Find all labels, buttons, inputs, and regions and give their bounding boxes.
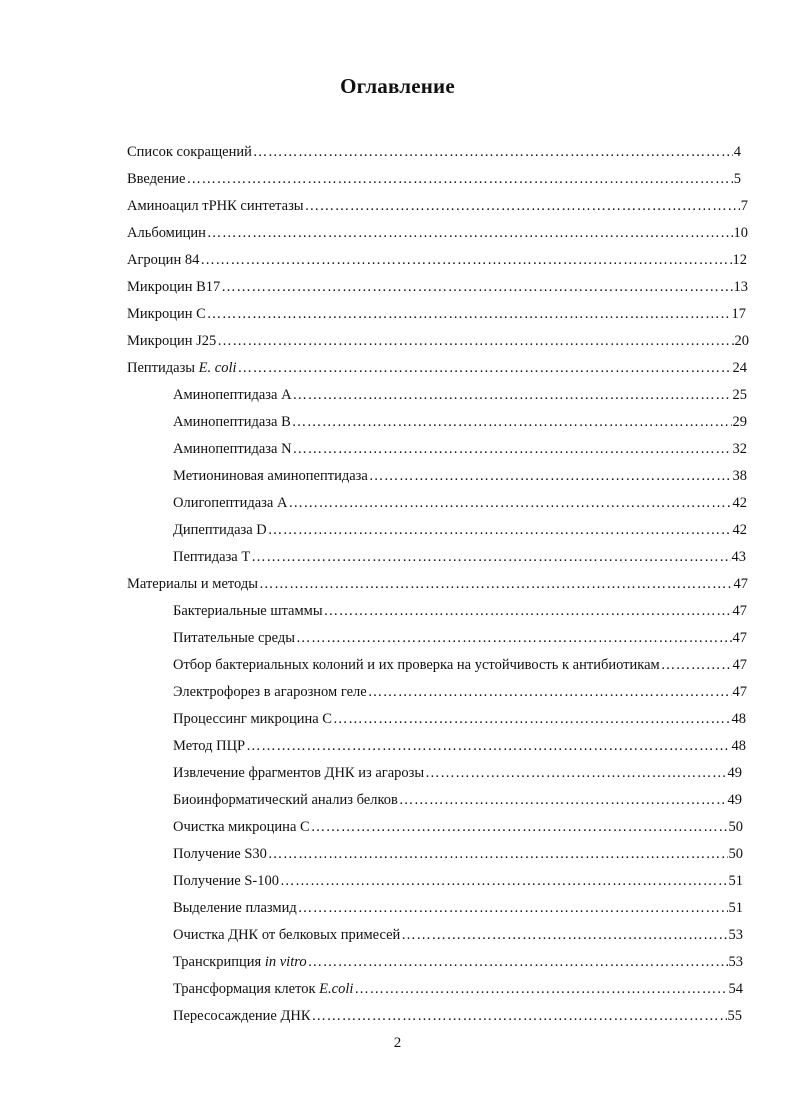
dot-leader: [305, 197, 740, 215]
toc-entry[interactable]: [127, 197, 748, 215]
toc-entry-label-text: Трансформация клеток: [173, 981, 320, 997]
toc-subentry[interactable]: [173, 521, 747, 539]
toc-entry-label: Процессинг микроцина С: [173, 711, 332, 727]
toc-entry-page: 48: [731, 738, 746, 754]
toc-entry-label-italic: in vitro: [264, 954, 307, 970]
toc-entry-page: 5: [733, 171, 741, 187]
toc-entry-page: 47: [732, 603, 747, 619]
toc-entry-label: Извлечение фрагментов ДНК из агарозы: [173, 765, 425, 781]
toc-entry-page: 7: [740, 198, 748, 214]
toc-entry-page: 38: [732, 468, 747, 484]
toc-entry-page: 10: [733, 225, 748, 241]
toc-entry-page: 53: [728, 954, 743, 970]
dot-leader: [288, 494, 731, 512]
toc-entry[interactable]: [127, 332, 749, 350]
toc-subentry[interactable]: [173, 791, 742, 809]
toc-entry[interactable]: [127, 575, 748, 593]
toc-entry-label: Аминопептидаза А: [173, 387, 292, 403]
dot-leader: [238, 359, 732, 377]
toc-entry-page: 51: [728, 900, 743, 916]
toc-entry-label: [173, 953, 307, 971]
toc-entry[interactable]: [127, 278, 748, 296]
dot-leader: [425, 764, 726, 782]
toc-entry-label: Метиониновая аминопептидаза: [173, 468, 368, 484]
dot-leader: [221, 278, 732, 296]
dot-leader: [661, 656, 732, 674]
toc-entry-label: Бактериальные штаммы: [173, 603, 323, 619]
toc-subentry[interactable]: [173, 872, 743, 890]
toc-subentry[interactable]: [173, 953, 743, 971]
toc-entry-label: Микроцин С: [127, 306, 206, 322]
toc-entry-label: Пептидаза Т: [173, 549, 251, 565]
dot-leader: [259, 575, 733, 593]
toc-entry-label: Микроцин J25: [127, 333, 217, 349]
toc-subentry[interactable]: [173, 440, 747, 458]
toc-entry-label: Список сокращений: [127, 144, 252, 160]
dot-leader: [312, 1007, 727, 1025]
toc-subentry[interactable]: [173, 467, 747, 485]
toc-entry-label: Аминоацил тРНК синтетазы: [127, 198, 304, 214]
toc-entry-label: Отбор бактериальных колоний и их проверка на устойчивость к антибиотикам: [173, 657, 660, 673]
dot-leader: [217, 332, 733, 350]
page-number: 2: [393, 1035, 402, 1051]
toc-entry-page: 54: [728, 981, 743, 997]
toc-entry-label: Олигопептидаза А: [173, 495, 288, 511]
dot-leader: [268, 521, 732, 539]
toc-entry-page: 42: [732, 495, 747, 511]
toc-entry-label: Электрофорез в агарозном геле: [173, 684, 367, 700]
toc-entry[interactable]: [127, 359, 747, 377]
dot-leader: [280, 872, 728, 890]
toc-entry-page: 49: [727, 765, 742, 781]
toc-entry-label: Выделение плазмид: [173, 900, 297, 916]
dot-leader: [296, 629, 731, 647]
toc-entry-page: 42: [732, 522, 747, 538]
dot-leader: [308, 953, 728, 971]
toc-subentry[interactable]: [173, 845, 743, 863]
toc-entry[interactable]: [127, 305, 746, 323]
toc-entry-label: Биоинформатический анализ белков: [173, 792, 398, 808]
dot-leader: [293, 440, 732, 458]
toc-entry-label-text: Транскрипция: [173, 954, 265, 970]
toc-entry-page: 13: [733, 279, 748, 295]
dot-leader: [311, 818, 728, 836]
toc-subentry[interactable]: [173, 818, 743, 836]
toc-subentry[interactable]: [173, 926, 743, 944]
toc-subentry[interactable]: [173, 764, 742, 782]
dot-leader: [246, 737, 730, 755]
toc-entry-page: 24: [732, 360, 747, 376]
toc-entry[interactable]: [127, 251, 747, 269]
toc-subentry[interactable]: [173, 899, 743, 917]
dot-leader: [401, 926, 727, 944]
toc-entry-page: 29: [732, 414, 747, 430]
toc-entry[interactable]: [127, 170, 741, 188]
toc-entry-label: Дипептидаза D: [173, 522, 267, 538]
toc-entry-page: 4: [733, 144, 741, 160]
toc-entry-label: Альбомицин: [127, 225, 206, 241]
toc-subentry[interactable]: [173, 980, 743, 998]
toc-subentry[interactable]: [173, 1007, 742, 1025]
toc-entry-page: 48: [731, 711, 746, 727]
toc-entry-label: Питательные среды: [173, 630, 296, 646]
toc-subentry[interactable]: [173, 710, 746, 728]
toc-entry-page: 47: [732, 657, 747, 673]
toc-entry-label: [127, 359, 237, 377]
toc-entry-page: 55: [727, 1008, 742, 1024]
toc-entry-label: Получение S-100: [173, 873, 279, 889]
toc-entry-page: 12: [732, 252, 747, 268]
toc-subentry[interactable]: [173, 413, 747, 431]
dot-leader: [369, 467, 732, 485]
toc-entry-label-italic: E.coli: [319, 981, 354, 997]
toc-subentry[interactable]: [173, 629, 747, 647]
dot-leader: [207, 305, 731, 323]
toc-entry-label: Аминопептидаза В: [173, 414, 291, 430]
dot-leader: [268, 845, 728, 863]
toc-entry-page: 51: [728, 873, 743, 889]
page-title: Оглавление: [340, 74, 455, 98]
toc-entry-page: 49: [727, 792, 742, 808]
toc-entry-label: Пересосаждение ДНК: [173, 1008, 311, 1024]
toc-entry-label: [173, 980, 353, 998]
toc-entry-label: Введение: [127, 171, 186, 187]
toc-subentry[interactable]: [173, 386, 747, 404]
dot-leader: [298, 899, 728, 917]
dot-leader: [368, 683, 732, 701]
toc-subentry[interactable]: [173, 602, 747, 620]
toc-entry-label: Микроцин B17: [127, 279, 221, 295]
toc-entry-label: Агроцин 84: [127, 252, 200, 268]
dot-leader: [293, 386, 732, 404]
toc-entry-page: 50: [728, 846, 743, 862]
toc-entry-page: 20: [734, 333, 749, 349]
toc-entry[interactable]: [127, 224, 748, 242]
toc-subentry[interactable]: [173, 683, 747, 701]
dot-leader: [251, 548, 730, 566]
toc-entry-page: 47: [732, 630, 747, 646]
toc-entry-label-italic: E. coli: [198, 360, 237, 376]
toc-entry-label: Метод ПЦР: [173, 738, 246, 754]
toc-subentry[interactable]: [173, 548, 746, 566]
dot-leader: [207, 224, 733, 242]
dot-leader: [186, 170, 732, 188]
toc-entry-page: 17: [731, 306, 746, 322]
toc-subentry[interactable]: [173, 494, 747, 512]
toc-entry-page: 53: [728, 927, 743, 943]
toc-entry-label: Аминопептидаза N: [173, 441, 292, 457]
dot-leader: [333, 710, 731, 728]
toc-entry-page: 50: [728, 819, 743, 835]
dot-leader: [200, 251, 731, 269]
toc-entry-label: Получение S30: [173, 846, 267, 862]
toc-entry-label: Материалы и методы: [127, 576, 258, 592]
dot-leader: [324, 602, 732, 620]
toc-entry[interactable]: [127, 143, 741, 161]
dot-leader: [253, 143, 733, 161]
toc-subentry[interactable]: [173, 656, 747, 674]
toc-entry-page: 47: [733, 576, 748, 592]
toc-entry-page: 43: [731, 549, 746, 565]
toc-entry-label: Очистка микроцина С: [173, 819, 310, 835]
toc-subentry[interactable]: [173, 737, 746, 755]
dot-leader: [354, 980, 727, 998]
toc-entry-page: 32: [732, 441, 747, 457]
dot-leader: [292, 413, 732, 431]
toc-entry-label-text: Пептидазы: [127, 360, 199, 376]
toc-entry-page: 47: [732, 684, 747, 700]
toc-entry-label: Очистка ДНК от белковых примесей: [173, 927, 401, 943]
toc-entry-page: 25: [732, 387, 747, 403]
dot-leader: [399, 791, 727, 809]
